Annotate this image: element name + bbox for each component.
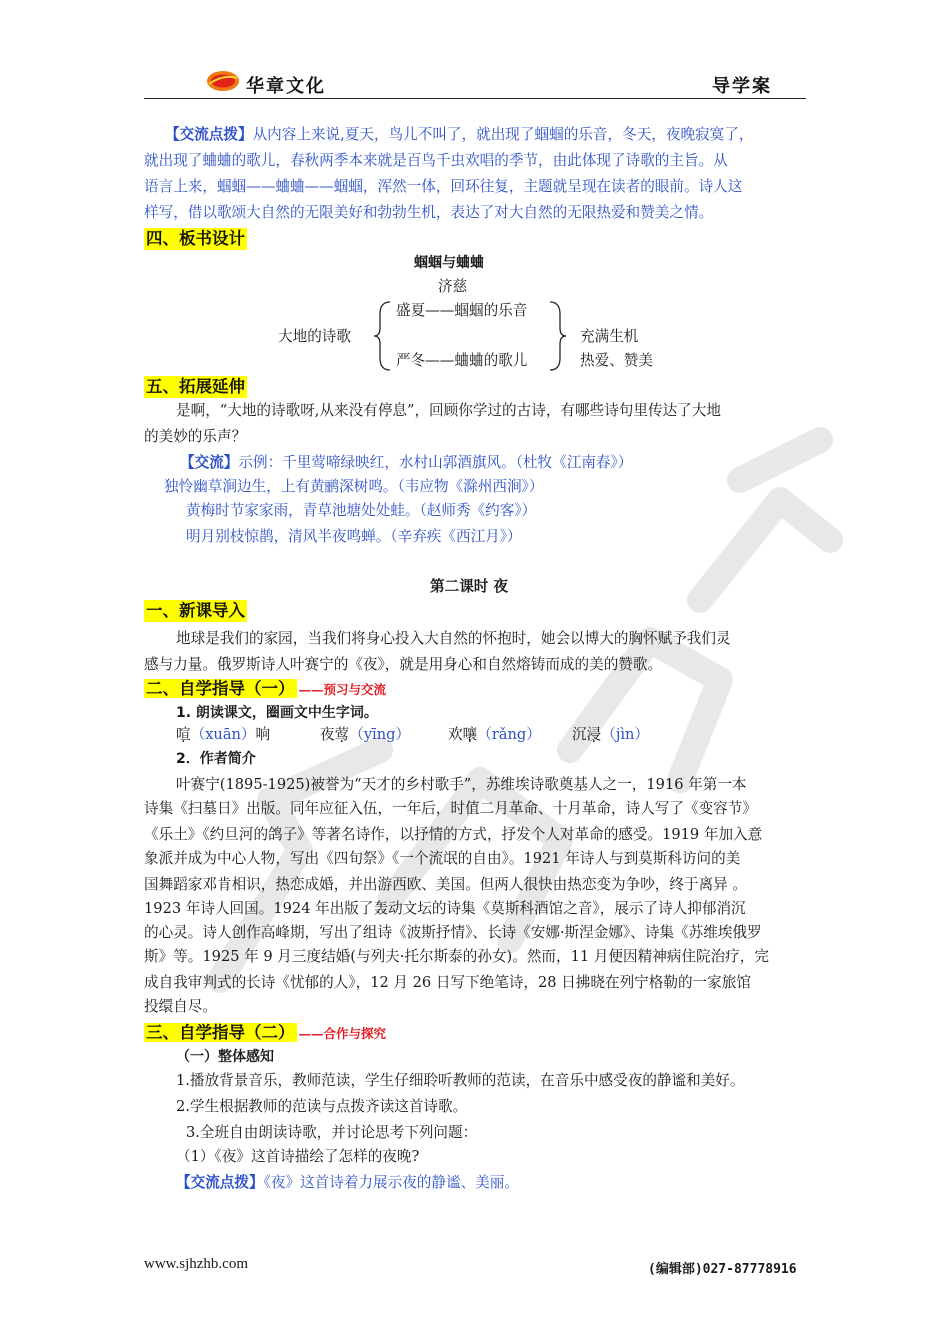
vocab-2-char-a: 夜: [320, 726, 335, 743]
vocab-1-char: 喧: [176, 726, 191, 743]
vocab-word-2: [320, 724, 410, 746]
answer-1: [176, 1172, 519, 1194]
bio-line-3: 《乐土》《约旦河的鸽子》等著名诗作，以抒情的方式，抒发个人对革命的感受。1919 年加入意: [144, 826, 763, 843]
vocab-2-pinyin: （yīng）: [349, 726, 411, 743]
bio-line-2: 诗集《扫墓日》出版。同年应征入伍，一年后，时值二月革命、十月革命，诗人写了《变容节》: [144, 800, 757, 817]
extend-answer-1-text: 示例：千里莺啼绿映红，水村山郭酒旗风。（杜牧《江南春》）: [238, 454, 633, 471]
section-5-title: 五、拓展延伸: [146, 377, 245, 396]
vocab-4-pinyin: （jìn）: [601, 726, 649, 743]
step-1: 1.播放背景音乐，教师范读，学生仔细聆听教师的范读，在音乐中感受夜的静谧和美好。: [176, 1072, 745, 1089]
bio-line-7: 的心灵。诗人创作高峰期，写出了组诗《波斯抒情》、长诗《安娜·斯涅金娜》、诗集《苏维埃俄罗: [144, 924, 762, 941]
bio-line-9: 成自我审判式的长诗《忧郁的人》，12 月 26 日写下绝笔诗，28 日拂晓在列宁格勒的一家旅馆: [144, 974, 751, 991]
discussion-line-2: 就出现了蛐蛐的歌儿，春秋两季本来就是百鸟千虫欢唱的季节，由此体现了诗歌的主旨。从: [144, 152, 728, 169]
bio-line-8: 斯》等。1925 年 9 月三度结婚(与列夫·托尔斯泰的孙女)。然而，11 月便因精神病住院治疗，完: [144, 948, 769, 965]
bio-line-1: 叶赛宁(1895-1925)被誉为“天才的乡村歌手”，苏维埃诗歌奠基人之一，1916 年第一本: [176, 776, 747, 793]
vocab-1-pinyin: （xuān）: [190, 726, 256, 743]
discussion-line-3: 语言上来，蝈蝈——蛐蛐——蝈蝈，浑然一体，回环往复，主题就呈现在读者的眼前。诗人这: [144, 178, 743, 195]
vocab-word-3: [448, 724, 541, 746]
discussion-text-1: 从内容上来说,夏天，鸟儿不叫了，就出现了蝈蝈的乐音，冬天，夜晚寂寞了，: [252, 126, 754, 143]
extend-answer-4: 明月别枝惊鹊，清风半夜鸣蝉。（辛弃疾《西江月》）: [186, 528, 522, 545]
vocab-4-char-a: 沉: [572, 726, 587, 743]
discussion-line-1: [165, 124, 753, 146]
extend-question-2: 的美妙的乐声？: [144, 428, 247, 445]
subsection-overall: （一）整体感知: [176, 1049, 274, 1065]
discussion-tag: 【交流点拨】: [165, 126, 253, 143]
extend-question-1: 是啊，“大地的诗歌呀,从来没有停息”，回顾你学过的古诗，有哪些诗句里传达了大地: [176, 402, 721, 419]
left-brace-icon: [372, 300, 394, 372]
step-2: 2.学生根据教师的范读与点拨齐读这首诗歌。: [176, 1098, 468, 1115]
bio-line-6: 1923 年诗人回国。1924 年出版了轰动文坛的诗集《莫斯科酒馆之音》，展示了诗人抑郁消沉: [144, 900, 746, 917]
discussion-line-4: 样写，借以歌颂大自然的无限美好和勃勃生机，表达了对大自然的无限热爱和赞美之情。: [144, 204, 714, 221]
answer-1-text: 《夜》这首诗着力展示夜的静谧、美丽。: [263, 1174, 519, 1191]
vocab-3-char-b: 嚷: [462, 726, 478, 743]
board-row-2: 严冬——蛐蛐的歌儿: [396, 352, 528, 369]
section-3-header: [144, 1022, 386, 1045]
extend-answer-1: [180, 452, 632, 474]
section-3-title: 三、自学指导（二）: [146, 1023, 295, 1042]
question-1: （1）《夜》这首诗描绘了怎样的夜晚?: [176, 1148, 420, 1165]
board-right-2: 热爱、赞美: [580, 352, 653, 369]
footer-website[interactable]: www.sjhzhb.com: [144, 1256, 249, 1272]
vocab-1-rest: 响: [255, 726, 271, 743]
vocab-3-char-a: 欢: [448, 726, 463, 743]
brand-logo-icon: [206, 70, 240, 92]
board-left-label: 大地的诗歌: [278, 328, 351, 345]
bio-line-5: 国舞蹈家邓肯相识，热恋成婚，并出游西欧、美国。但两人很快由热恋变为争吵，终于离异 。: [144, 876, 747, 893]
section-2-header: [144, 678, 386, 701]
bio-line-10: 投缳自尽。: [144, 998, 217, 1015]
board-author: 济慈: [438, 278, 468, 295]
brand-name: 华章文化: [246, 76, 326, 97]
section-2-subtitle: ——预习与交流: [298, 682, 387, 697]
extend-answer-3: 黄梅时节家家雨，青草池塘处处蛙。（赵师秀《约客》）: [186, 502, 537, 519]
bio-line-4: 象派并成为中心人物，写出《四旬祭》《一个流氓的自由》。1921 年诗人与到莫斯科访问的美: [144, 850, 741, 867]
section-3-subtitle: ——合作与探究: [298, 1026, 387, 1041]
vocab-word-4: [572, 724, 649, 746]
board-title: 蝈蝈与蛐蛐: [414, 255, 484, 271]
intro-line-2: 感与力量。俄罗斯诗人叶赛宁的《夜》，就是用身心和自然熔铸而成的美的赞歌。: [144, 656, 663, 673]
vocab-2-char-b: 莺: [334, 726, 350, 743]
vocab-3-pinyin: （rǎng）: [477, 726, 541, 743]
section-1-title: 一、新课导入: [146, 601, 245, 620]
lesson-2-title: 第二课时 夜: [430, 578, 509, 595]
board-row-1: 盛夏——蝈蝈的乐音: [396, 302, 528, 319]
intro-line-1: 地球是我们的家园，当我们将身心投入大自然的怀抱时，她会以博大的胸怀赋予我们灵: [176, 630, 731, 647]
vocab-word-1: [176, 724, 270, 746]
task-1: 1. 朗读课文，圈画文中生字词。: [176, 705, 378, 721]
vocab-4-char-b: 浸: [586, 726, 602, 743]
extend-tag: 【交流】: [180, 454, 239, 471]
page-header: [144, 64, 806, 99]
answer-tag: 【交流点拨】: [176, 1174, 264, 1191]
section-2-title: 二、自学指导（一）: [146, 679, 295, 698]
footer-phone: (编辑部)027-87778916: [648, 1262, 797, 1277]
extend-answer-2: 独怜幽草涧边生，上有黄鹂深树鸣。（韦应物《滁州西涧》）: [164, 478, 544, 495]
right-brace-icon: [546, 300, 568, 372]
section-4-title: 四、板书设计: [146, 229, 245, 248]
header-doc-type: 导学案: [712, 76, 772, 97]
board-right-1: 充满生机: [580, 328, 639, 345]
step-3: 3.全班自由朗读诗歌，并讨论思考下列问题：: [186, 1124, 478, 1141]
task-2: 2．作者简介: [176, 751, 256, 767]
